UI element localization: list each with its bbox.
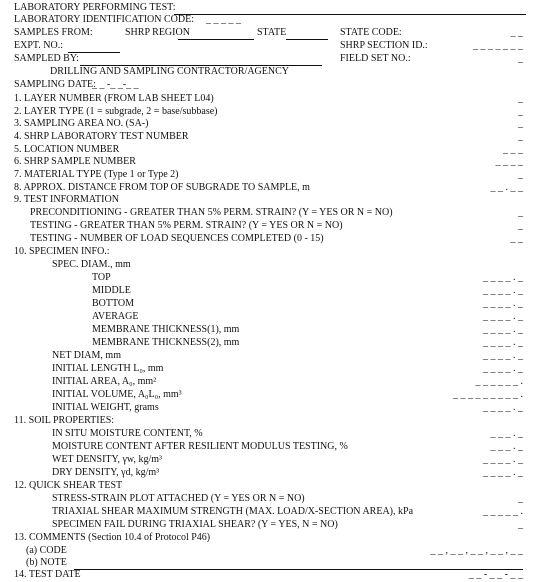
dry-density-blanks[interactable]: _ _ _ _ . _	[483, 467, 523, 478]
initial-volume-label: INITIAL VOLUME, A₀L₀, mm³	[52, 389, 182, 400]
field-set-no-label: FIELD SET NO.:	[340, 53, 411, 64]
comment-code-label: (a) CODE	[26, 545, 67, 556]
state-label: STATE	[257, 27, 287, 38]
wet-density-blanks[interactable]: _ _ _ _ . _	[483, 454, 523, 465]
item-distance-to-sample-blanks[interactable]: _ _ . _ _	[490, 182, 523, 193]
item-material-type: 7. MATERIAL TYPE (Type 1 or Type 2)	[14, 169, 179, 180]
test-date-label: 14. TEST DATE	[14, 569, 81, 580]
specimen-fail-label: SPECIMEN FAIL DURING TRIAXIAL SHEAR? (Y = YES, N = NO)	[52, 519, 338, 530]
shrp-region-label: SHRP REGION	[125, 27, 190, 38]
membrane-thickness-1-label: MEMBRANE THICKNESS(1), mm	[92, 324, 240, 335]
quick-shear-heading: 12. QUICK SHEAR TEST	[14, 480, 123, 491]
state-line[interactable]	[286, 39, 328, 40]
shrp-section-id-blanks[interactable]: _ _ _ _ _ _ _	[473, 40, 523, 51]
contractor-label: DRILLING AND SAMPLING CONTRACTOR/AGENCY	[50, 66, 289, 77]
testing-strain-label: TESTING - GREATER THAN 5% PERM. STRAIN? (Y = YES OR N = NO)	[30, 220, 343, 231]
sampled-by-label: SAMPLED BY:	[14, 53, 79, 64]
lab-id-code-blanks[interactable]: _ _ _ _ _	[206, 14, 241, 25]
shrp-region-line[interactable]	[178, 39, 254, 40]
state-code-blanks[interactable]: _ _	[510, 27, 523, 38]
specimen-fail-blanks[interactable]: _	[518, 519, 523, 530]
item-sample-number: 6. SHRP SAMPLE NUMBER	[14, 156, 136, 167]
item-lab-test-number: 4. SHRP LABORATORY TEST NUMBER	[14, 131, 189, 142]
net-diam-blanks[interactable]: _ _ _ _ . _	[483, 350, 523, 361]
net-diam-label: NET DIAM, mm	[52, 350, 121, 361]
sampling-date-blanks[interactable]: _ _ -_ _-_ _	[92, 79, 139, 90]
membrane-thickness-2-blanks[interactable]: _ _ _ _ . _	[483, 337, 523, 348]
state-code-label: STATE CODE:	[340, 27, 402, 38]
item-location-number: 5. LOCATION NUMBER	[14, 144, 120, 155]
membrane-thickness-1-blanks[interactable]: _ _ _ _ . _	[483, 324, 523, 335]
diam-middle-label: MIDDLE	[92, 285, 131, 296]
item-layer-type-blanks[interactable]: _	[518, 106, 523, 117]
item-lab-test-number-blanks[interactable]: _	[518, 131, 523, 142]
diam-middle-blanks[interactable]: _ _ _ _ . _	[483, 285, 523, 296]
load-sequences-label: TESTING - NUMBER OF LOAD SEQUENCES COMPLETED (0 - 15)	[30, 233, 324, 244]
lab-id-code-label: LABORATORY IDENTIFICATION CODE:	[14, 14, 194, 25]
preconditioning-blanks[interactable]: _	[518, 207, 523, 218]
stress-strain-plot-label: STRESS-STRAIN PLOT ATTACHED (Y = YES OR N = NO)	[52, 493, 305, 504]
in-situ-moisture-blanks[interactable]: _ _ _ . _	[490, 428, 523, 439]
specimen-info-heading: 10. SPECIMEN INFO.:	[14, 246, 110, 257]
preconditioning-label: PRECONDITIONING - GREATER THAN 5% PERM. STRAIN? (Y = YES OR N = NO)	[30, 207, 393, 218]
initial-weight-blanks[interactable]: _ _ _ _ . _	[483, 402, 523, 413]
testing-strain-blanks[interactable]: _	[518, 220, 523, 231]
item-material-type-blanks[interactable]: _	[518, 169, 523, 180]
diam-top-label: TOP	[92, 272, 111, 283]
item-layer-number-blanks[interactable]: _	[518, 93, 523, 104]
diam-average-label: AVERAGE	[92, 311, 139, 322]
in-situ-moisture-label: IN SITU MOISTURE CONTENT, %	[52, 428, 203, 439]
triaxial-max-strength-blanks[interactable]: _ _ _ _ _ .	[483, 506, 523, 517]
item-sample-number-blanks[interactable]: _ _ _ _	[495, 156, 523, 167]
stress-strain-plot-blanks[interactable]: _	[518, 493, 523, 504]
initial-area-blanks[interactable]: _ _ _ _ _ _ .	[475, 376, 523, 387]
item-sampling-area: 3. SAMPLING AREA NO. (SA-)	[14, 118, 149, 129]
lab-performing-test-label: LABORATORY PERFORMING TEST:	[14, 2, 176, 13]
initial-length-label: INITIAL LENGTH L₀, mm	[52, 363, 164, 374]
field-set-no-blank[interactable]: _	[518, 53, 523, 64]
initial-area-label: INITIAL AREA, A₀, mm²	[52, 376, 157, 387]
diam-bottom-label: BOTTOM	[92, 298, 135, 309]
item-layer-type: 2. LAYER TYPE (1 = subgrade, 2 = base/subbase)	[14, 106, 218, 117]
comment-note-line[interactable]	[74, 569, 523, 570]
comments-heading: 13. COMMENTS (Section 10.4 of Protocol P46)	[14, 532, 211, 543]
samples-from-label: SAMPLES FROM:	[14, 27, 93, 38]
diam-average-blanks[interactable]: _ _ _ _ . _	[483, 311, 523, 322]
diam-bottom-blanks[interactable]: _ _ _ _ . _	[483, 298, 523, 309]
item-layer-number: 1. LAYER NUMBER (FROM LAB SHEET L04)	[14, 93, 214, 104]
item-distance-to-sample: 8. APPROX. DISTANCE FROM TOP OF SUBGRADE TO SAMPLE, m	[14, 182, 310, 193]
initial-length-blanks[interactable]: _ _ _ _ . _	[483, 363, 523, 374]
load-sequences-blanks[interactable]: _ _	[510, 233, 523, 244]
moisture-after-testing-label: MOISTURE CONTENT AFTER RESILIENT MODULUS TESTING, %	[52, 441, 348, 452]
soil-properties-heading: 11. SOIL PROPERTIES:	[14, 415, 115, 426]
triaxial-max-strength-label: TRIAXIAL SHEAR MAXIMUM STRENGTH (MAX. LOAD/X-SECTION AREA), kPa	[52, 506, 414, 517]
moisture-after-testing-blanks[interactable]: _ _ _ . _	[490, 441, 523, 452]
item-test-information: 9. TEST INFORMATION	[14, 194, 119, 205]
diam-top-blanks[interactable]: _ _ _ _ . _	[483, 272, 523, 283]
dry-density-label: DRY DENSITY, γd, kg/m³	[52, 467, 160, 478]
item-location-number-blanks[interactable]: _ _ _	[503, 144, 523, 155]
shrp-section-id-label: SHRP SECTION ID.:	[340, 40, 428, 51]
sampling-date-label: SAMPLING DATE:	[14, 79, 96, 90]
item-sampling-area-blanks[interactable]: _	[518, 118, 523, 129]
initial-weight-label: INITIAL WEIGHT, grams	[52, 402, 159, 413]
comment-note-label: (b) NOTE	[26, 557, 67, 568]
spec-diam-label: SPEC. DIAM., mm	[52, 259, 131, 270]
initial-volume-blanks[interactable]: _ _ _ _ _ _ _ _ _ .	[453, 389, 523, 400]
comment-code-blanks[interactable]: _ _ , _ _ , _ _ , _ _ , _ _	[430, 545, 523, 556]
membrane-thickness-2-label: MEMBRANE THICKNESS(2), mm	[92, 337, 240, 348]
expt-no-label: EXPT. NO.:	[14, 40, 63, 51]
wet-density-label: WET DENSITY, γw, kg/m³	[52, 454, 163, 465]
test-date-blanks[interactable]: _ _ - _ _ - _ _	[468, 569, 523, 580]
